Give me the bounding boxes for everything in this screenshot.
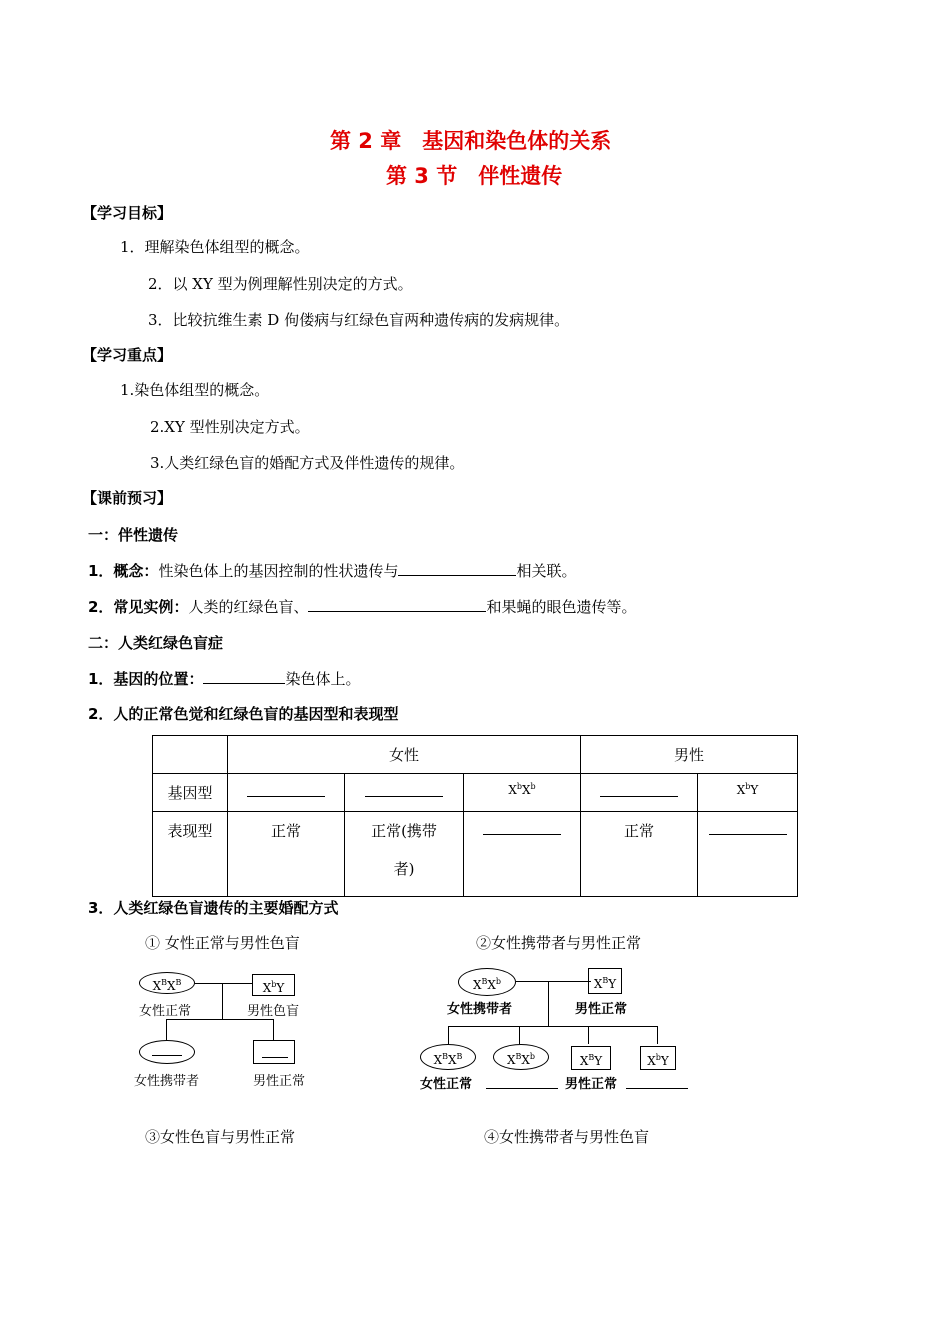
- phenotype-cell: 正常: [228, 812, 345, 897]
- part2-title: 二：人类红绿色盲症: [88, 634, 224, 652]
- concept-label: 1．概念：: [88, 562, 159, 580]
- father-box: $X^bY$: [252, 974, 295, 996]
- phenotype-label: 表现型: [153, 812, 228, 897]
- concept-text-a: 性染色体上的基因控制的性状遗传与: [158, 562, 399, 580]
- mother-label: 女性携带者: [447, 1002, 513, 1017]
- key-points-header: 【学习重点】: [82, 346, 173, 364]
- child-line: [166, 1019, 167, 1040]
- phenotype-cell[interactable]: [698, 812, 798, 897]
- mother-ellipse: $X^BX^b$: [458, 968, 516, 996]
- genotype-blank[interactable]: [600, 782, 678, 797]
- father-label: 男性色盲: [247, 1004, 300, 1019]
- descent-line: [222, 983, 223, 1019]
- goal-item: 3．比较抗维生素 D 佝偻病与红绿色盲两种遗传病的发病规律。: [148, 311, 570, 329]
- phenotype-blank[interactable]: [483, 820, 561, 835]
- goal-item: 1．理解染色体组型的概念。: [120, 238, 310, 256]
- section-title: 第 3 节 伴性遗传: [386, 164, 563, 188]
- carrier-text-a: 正常(携带: [371, 822, 437, 840]
- marriage-line: [516, 981, 591, 982]
- key-point-item: 1.染色体组型的概念。: [120, 381, 270, 399]
- goals-header: 【学习目标】: [82, 204, 173, 222]
- female-header: 女性: [228, 736, 581, 774]
- child1-label: 女性正常: [420, 1077, 473, 1092]
- sibship-line: [448, 1026, 658, 1027]
- example-line: [88, 596, 636, 617]
- concept-text-b: 相关联。: [516, 562, 577, 580]
- genotype-table: [152, 735, 798, 897]
- table-corner: [153, 736, 228, 774]
- child2-blank[interactable]: [486, 1074, 558, 1089]
- marriage-4: ④女性携带者与男性色盲: [484, 1128, 650, 1146]
- child-line: [448, 1026, 449, 1044]
- chapter-title: 第 2 章 基因和染色体的关系: [330, 129, 612, 153]
- key-point-item: 3.人类红绿色盲的婚配方式及伴性遗传的规律。: [150, 454, 465, 472]
- genotype-cell[interactable]: [345, 774, 464, 812]
- daughter-blank[interactable]: [152, 1055, 182, 1056]
- child3-box: $X^BY$: [571, 1046, 611, 1070]
- father-label: 男性正常: [575, 1002, 628, 1017]
- child4-box: $X^bY$: [640, 1046, 676, 1070]
- child-line: [657, 1026, 658, 1044]
- genotype-label: 基因型: [153, 774, 228, 812]
- child-line: [519, 1026, 520, 1044]
- child-line: [273, 1019, 274, 1040]
- goal-item: 2．以 XY 型为例理解性别决定的方式。: [148, 275, 413, 293]
- child2-label: 男性正常: [253, 1074, 306, 1089]
- genotype-cell[interactable]: [581, 774, 698, 812]
- mother-ellipse: $X^BX^B$: [139, 972, 195, 994]
- concept-line: [88, 560, 576, 581]
- child1-label: 女性携带者: [134, 1074, 200, 1089]
- example-label: 2．常见实例：: [88, 598, 189, 616]
- phenotype-cell: 正常: [581, 812, 698, 897]
- location-text: 染色体上。: [285, 670, 361, 688]
- genotype-cell: $X^bX^b$: [464, 774, 581, 812]
- marriage-1: ① 女性正常与男性色盲: [145, 934, 300, 952]
- child2-ellipse: $X^BX^b$: [493, 1044, 549, 1070]
- child3-label: 男性正常: [565, 1077, 618, 1092]
- part1-title: 一：伴性遗传: [88, 526, 179, 544]
- son-blank[interactable]: [262, 1057, 288, 1058]
- key-point-item: 2.XY 型性别决定方式。: [150, 418, 310, 436]
- sibship-line: [166, 1019, 274, 1020]
- child1-ellipse: $X^BX^B$: [420, 1044, 476, 1070]
- genotype-blank[interactable]: [247, 782, 325, 797]
- daughter-ellipse: [139, 1040, 195, 1064]
- example-text-b: 和果蝇的眼色遗传等。: [486, 598, 637, 616]
- concept-blank[interactable]: [398, 561, 516, 576]
- phenotype-cell: [345, 812, 464, 897]
- example-text-a: 人类的红绿色盲、: [188, 598, 309, 616]
- carrier-text-b: 者): [393, 860, 415, 878]
- marriage-2: ②女性携带者与男性正常: [476, 934, 642, 952]
- marriage-3: ③女性色盲与男性正常: [145, 1128, 296, 1146]
- phenotype-blank[interactable]: [709, 820, 787, 835]
- location-label: 1．基因的位置：: [88, 670, 204, 688]
- genotype-blank[interactable]: [365, 782, 443, 797]
- preview-header: 【课前预习】: [82, 489, 173, 507]
- marriage-line: [195, 983, 252, 984]
- genotype-cell[interactable]: [228, 774, 345, 812]
- marriage-title: 3．人类红绿色盲遗传的主要婚配方式: [88, 899, 339, 917]
- example-blank[interactable]: [308, 597, 486, 612]
- mother-label: 女性正常: [139, 1004, 192, 1019]
- child4-blank[interactable]: [626, 1074, 688, 1089]
- location-blank[interactable]: [203, 669, 285, 684]
- descent-line: [548, 981, 549, 1026]
- table-title: 2．人的正常色觉和红绿色盲的基因型和表现型: [88, 705, 399, 723]
- phenotype-cell[interactable]: [464, 812, 581, 897]
- son-box: [253, 1040, 295, 1064]
- father-box: $X^BY$: [588, 968, 622, 994]
- genotype-cell: $X^bY$: [698, 774, 798, 812]
- male-header: 男性: [581, 736, 798, 774]
- location-line: [88, 668, 360, 689]
- child-line: [588, 1026, 589, 1044]
